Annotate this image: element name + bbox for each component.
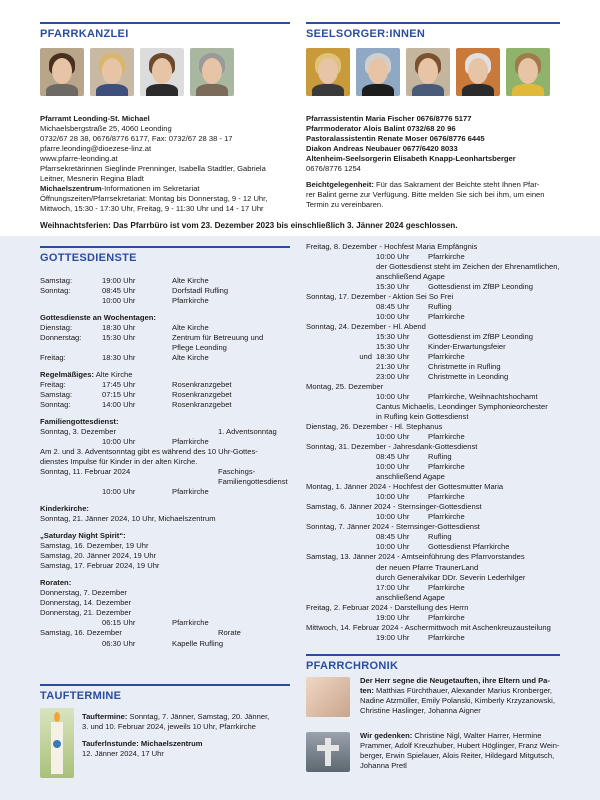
feast-pre [306,342,376,352]
schedule-time: 10:00 Uhr [102,487,136,497]
schedule-time: 10:00 Uhr [102,437,136,447]
contact-line: Altenheim-Seelsorgerin Elisabeth Knapp-Leonhartsberger [306,154,516,164]
beichte-info: rer Balint gerne zur Verfügung. Bitte melden Sie sich bei ihm, um einen [306,190,545,200]
schedule-row [40,467,290,487]
section-title: „Saturday Night Spirit“: [40,531,126,541]
gedenken-text [360,731,580,771]
feast-place: Pfarrkirche [428,512,465,522]
feast-place: Pfarrkirche [428,462,465,472]
feast-time: 15:30 Uhr [376,332,410,342]
pastor-photo [456,48,500,96]
feast-heading: Sonntag, 24. Dezember - Hl. Abend [306,322,426,332]
gedenken-line: Prammer, Adolf Kreuzhuber, Hubert Höglinger, Franz Wein- [360,741,560,751]
schedule-place: Rosenkranzgebet [172,400,232,410]
schedule-day: Donnerstag: [40,333,82,343]
contact-line: Pastoralassistentin Renate Moser 0676/8776 6445 [306,134,485,144]
address: Michaelsbergstraße 25, 4060 Leonding [40,124,172,134]
feast-pre [306,362,376,372]
staff-photo [90,48,134,96]
feast-pre [306,372,376,382]
taufen-line: ten: Matthias Fürchthauer, Alexander Marius Kronberger, [360,686,553,696]
phone: 0732/67 28 38, 0676/8776 6177, Fax: 0732/67 28 38 - 17 [40,134,233,144]
feast-note: anschließend Agape [376,592,445,602]
feast-heading: Sonntag, 7. Jänner 2024 - Sternsinger-Gottesdienst [306,522,480,532]
contact-line: Pfarrassistentin Maria Fischer 0676/8776 5177 [306,114,472,123]
feast-heading: Freitag, 8. Dezember - Hochfest Maria Empfängnis [306,242,478,251]
schedule-row [40,333,290,343]
feast-place: Rufling [428,452,452,462]
feast-heading: Freitag, 2. Februar 2024 - Darstellung des Herrn [306,602,469,612]
feast-pre [306,282,376,292]
feast-place: Pfarrkirche [428,312,465,322]
schedule-place: Rorate [218,628,241,638]
schedule-time: 07:15 Uhr [102,390,136,400]
schedule-row [40,276,290,286]
schedule-place: Alte Kirche [172,323,209,333]
gedenken-line: Johanna Pretl [360,761,407,771]
feast-place: Pfarrkirche [428,632,465,642]
website-link[interactable]: www.pfarre-leonding.at [40,154,118,164]
feast-time: 10:00 Uhr [376,512,410,522]
feast-row [306,392,576,402]
schedule-row [40,628,290,638]
pfarrkanzlei-photos [40,48,234,96]
schedule-place: Zentrum für Betreuung und [172,333,264,343]
schedule-place: Faschings-Familiengottesdienst [218,467,288,487]
feast-heading: Dienstag, 26. Dezember - Hl. Stephanus [306,422,443,432]
feast-pre [306,613,376,623]
schedule-day: Freitag: [40,353,66,363]
feast-row [306,542,576,552]
schedule-place: Kapelle Rufling [172,638,224,648]
feast-time: 15:30 Uhr [376,282,410,292]
feast-row [306,282,576,292]
schedule-place: Pfarrkirche [172,487,209,497]
pfarrkanzlei-heading: PFARRKANZLEI [40,22,290,42]
tauferlnstunde-title: Tauferlnstunde: Michaelszentrum [82,739,203,749]
feast-row [306,332,576,342]
feast-row [306,362,576,372]
feast-heading: Mittwoch, 14. Februar 2024 - Aschermittwoch mit Aschenkreuzausteilung [306,622,551,632]
feast-heading: Montag, 1. Jänner 2024 - Hochfest der Gottesmutter Maria [306,482,504,492]
memorial-photo [306,732,350,772]
section-title: Roraten: [40,578,72,588]
cross-icon [306,732,350,772]
feast-row [306,252,576,262]
feast-place: Pfarrkirche [428,492,465,502]
schedule-time: 15:30 Uhr [102,333,136,343]
feast-row [306,352,576,362]
feast-pre: und [359,352,372,362]
beichte-info: Termin zu vereinbaren. [306,200,384,210]
schedule-place: 1. Adventsonntag [218,427,277,437]
feast-time: 21:30 Uhr [376,362,410,372]
staff-photo [40,48,84,96]
gottesdienste-heading: GOTTESDIENSTE [40,246,290,266]
contact-line: Pfarrmoderator Alois Balint 0732/68 20 96 [306,124,456,134]
baptism-photo [306,677,350,717]
feast-heading: Samstag, 6. Jänner 2024 - Sternsinger-Gottesdienst [306,502,482,512]
seelsorger-text [306,114,566,210]
spacer [40,410,290,417]
schedule-time [102,343,172,353]
feast-row [306,613,576,623]
note-line: Am 2. und 3. Adventsonntag gibt es während des 10 Uhr-Gottes- [40,447,258,457]
feast-place: Gottesdienst im ZfBP Leonding [428,332,533,342]
schedule-time [172,628,218,638]
schedule-time: 18:30 Uhr [102,353,136,363]
section-title: Familiengottesdienst: [40,417,119,427]
feast-time: 17:00 Uhr [376,582,410,592]
email-link[interactable]: pfarre.leonding@dioezese-linz.at [40,144,152,154]
feast-note: anschließend Agape [376,472,445,482]
pfarrchronik-heading: PFARRCHRONIK [306,654,560,674]
feast-pre [306,432,376,442]
schedule-row [40,343,290,353]
holiday-notice: Weihnachtsferien: Das Pfarrbüro ist vom 23. Dezember 2023 bis einschließlich 3. Jänner 2024 geschlossen. [40,221,458,230]
feast-row [306,432,576,442]
schedule-day: Samstag, 16. Dezember [40,628,122,638]
feast-time: 10:00 Uhr [376,252,410,262]
staff-photo [140,48,184,96]
schedule-day: Dienstag: [40,323,73,333]
feast-place: Kinder-Erwartungsfeier [428,342,506,352]
section-title: Gottesdienste an Wochentagen: [40,313,156,323]
feast-note: in Rufling kein Gottesdienst [376,412,469,422]
feast-row [306,492,576,502]
schedule-day: Sonntag, 11. Februar 2024 [40,467,131,477]
schedule-place: Alte Kirche [172,353,209,363]
schedule-time: 19:00 Uhr [102,276,136,285]
schedule-day: Sonntag: [40,400,71,410]
taufen-line: Nadine Atzmüller, Emily Polanski, Kimberly Krzyzanowski, [360,696,555,706]
feast-pre [306,332,376,342]
contact-line: Diakon Andreas Neubauer 0677/6420 8033 [306,144,458,154]
feast-heading: Samstag, 13. Jänner 2024 - Amtseinführung des Pfarrvorstandes [306,552,525,562]
feast-place: Pfarrkirche, Weihnachtshochamt [428,392,538,402]
schedule-row [40,380,290,390]
tauftermine-heading: TAUFTERMINE [40,684,290,704]
seelsorger-photos [306,48,550,96]
opening-hours: Mittwoch, 15:30 - 17:30 Uhr, Freitag, 9 - 11:30 Uhr und 14 - 17 Uhr [40,204,264,214]
schedule-place: Pflege Leonding [172,343,227,353]
note-line: dienstes Impulse für Kinder in der alten Kirche. [40,457,198,467]
schedule-day [40,639,102,649]
schedule-row [40,323,290,333]
feast-time: 10:00 Uhr [376,492,410,502]
feast-place: Gottesdienst im ZfBP Leonding [428,282,533,292]
feast-heading: Montag, 25. Dezember [306,382,384,392]
section-title: Kinderkirche: [40,504,89,514]
schedule-day [40,618,102,628]
tauftermine-text [82,712,292,759]
parish-office-name: Pfarramt Leonding-St. Michael [40,114,150,123]
feast-row [306,512,576,522]
spacer [40,363,290,370]
schedule-row [40,639,290,649]
schedule-day [40,343,102,353]
feast-time: 23:00 Uhr [376,372,410,382]
pastor-photo [306,48,350,96]
feast-place: Pfarrkirche [428,612,465,622]
feast-row [306,633,576,643]
feast-time: 08:45 Uhr [376,532,410,542]
feast-pre [306,252,376,262]
feast-place: Pfarrkirche [428,432,465,442]
rorate-date: Donnerstag, 7. Dezember [40,588,127,598]
section-title-bold: Regelmäßiges: [40,370,95,380]
spacer [40,571,290,578]
taufen-line: Christine Haslinger, Johanna Aigner [360,706,481,716]
feast-place: Rufling [428,532,452,542]
schedule-time: 14:00 Uhr [102,400,136,410]
section-title-rest: Alte Kirche [94,370,133,380]
feast-pre [306,462,376,472]
feast-pre [306,512,376,522]
feast-pre [306,302,376,312]
contact-line: 0676/8776 1254 [306,164,361,174]
feast-time: 15:30 Uhr [376,342,410,352]
feast-pre [306,583,376,593]
pastor-photo [406,48,450,96]
schedule-row [40,427,290,437]
feast-pre [306,492,376,502]
feast-pre [306,542,376,552]
candle-icon [40,708,74,778]
feast-pre [306,392,376,402]
gottesdienste-list [40,276,290,649]
feast-pre [306,633,376,643]
seelsorger-heading: SEELSORGER:INNEN [306,22,560,42]
sns-date: Samstag, 17. Februar 2024, 19 Uhr [40,561,160,571]
feast-heading: Sonntag, 31. Dezember - Jahresdank-Gottesdienst [306,442,478,452]
feast-row [306,372,576,382]
schedule-time [172,467,218,487]
schedule-day: Freitag: [40,380,66,390]
feast-note: durch Generalvikar DDr. Severin Lederhilger [376,572,526,582]
schedule-day [40,296,102,306]
note-line: Sonntag, 21. Jänner 2024, 10 Uhr, Michaelszentrum [40,514,216,524]
staff-line: Pfarrsekretärinnen Sieglinde Prenninger, Isabella Stadtler, Gabriela [40,164,266,174]
schedule-time: 10:00 Uhr [102,296,136,306]
feast-place: Christmette in Rufling [428,362,501,372]
schedule-day: Sonntag: [40,286,71,296]
pastor-photo [506,48,550,96]
schedule-row [40,618,290,628]
schedule-row [40,487,290,497]
taufen-text [360,676,580,716]
schedule-place: Rosenkranzgebet [172,390,232,400]
feast-row [306,302,576,312]
feast-pre [306,312,376,322]
feast-place: Rufling [428,302,452,312]
spacer [40,497,290,504]
tauftermine-line: Tauftermine: Sonntag, 7. Jänner, Samstag, 20. Jänner, [82,712,270,721]
staff-photo [190,48,234,96]
sns-date: Samstag, 16. Dezember, 19 Uhr [40,541,149,551]
schedule-place: Alte Kirche [172,276,209,285]
schedule-place: Pfarrkirche [172,618,209,628]
schedule-place: Pfarrkirche [172,437,209,447]
feast-row [306,532,576,542]
sns-date: Samstag, 20. Jänner 2024, 19 Uhr [40,551,157,561]
spacer [40,306,290,313]
section-title [40,370,290,380]
schedule-row [40,353,290,363]
feast-row [306,342,576,352]
schedule-row [40,286,290,296]
schedule-row [40,296,290,306]
feast-place: Pfarrkirche [428,352,465,362]
feast-time: 08:45 Uhr [376,452,410,462]
schedule-place: Dorfstadl Rufling [172,286,229,296]
feast-row [306,452,576,462]
schedule-row [40,400,290,410]
feast-note: der Gottesdienst steht im Zeichen der Ehrenamtlichen, [376,262,560,272]
gedenken-line: berger, Erwin Spielauer, Alois Reiter, Hildegard Mitgutsch, [360,751,555,761]
feast-row [306,462,576,472]
schedule-day [40,487,102,497]
spacer [40,524,290,531]
pastor-photo [356,48,400,96]
feast-note: Cantus Michaelis, Leondinger Symphonieorchester [376,402,548,412]
schedule-day: Sonntag, 3. Dezember [40,427,116,437]
beichte-info: Beichtgelegenheit: Für das Sakrament der Beichte steht Ihnen Pfar- [306,180,540,190]
feste-list [306,242,576,643]
feast-time: 10:00 Uhr [376,392,410,402]
feast-time: 10:00 Uhr [376,542,410,552]
feast-note: der neuen Pfarre TraunerLand [376,562,479,572]
feast-time: 19:00 Uhr [376,632,410,642]
schedule-time: 08:45 Uhr [102,286,136,296]
opening-hours: Öffnungszeiten/Pfarrsekretariat: Montag bis Donnerstag, 9 - 12 Uhr, [40,194,268,204]
feast-time: 10:00 Uhr [376,312,410,322]
feast-row [306,583,576,593]
schedule-place: Rosenkranzgebet [172,380,232,390]
tauftermine-line: 3. und 10. Februar 2024, jeweils 10 Uhr, Pfarrkirche [82,722,256,732]
feast-time: 08:45 Uhr [376,302,410,312]
feast-row [306,312,576,322]
rorate-date: Donnerstag, 21. Dezember [40,608,132,618]
tauferlnstunde-date: 12. Jänner 2024, 17 Uhr [82,749,164,759]
schedule-day: Samstag: [40,390,73,400]
schedule-day: Samstag: [40,276,73,285]
schedule-time: 06:15 Uhr [102,618,136,628]
feast-place: Pfarrkirche [428,252,465,262]
feast-pre [306,532,376,542]
schedule-row [40,437,290,447]
feast-place: Pfarrkirche [428,582,465,592]
feast-time: 10:00 Uhr [376,462,410,472]
michaelszentrum-info: Michaelszentrum-Informationen im Sekretariat [40,184,200,194]
schedule-time [172,427,218,437]
feast-place: Christmette in Leonding [428,372,509,382]
feast-heading: Sonntag, 17. Dezember - Aktion Sei So Frei [306,292,454,302]
rorate-date: Donnerstag, 14. Dezember [40,598,132,608]
feast-pre [306,452,376,462]
feast-place: Gottesdienst Pfarrkirche [428,542,510,552]
schedule-day [40,437,102,447]
schedule-time: 18:30 Uhr [102,323,136,333]
schedule-place: Pfarrkirche [172,296,209,306]
staff-line: Leitner, Mesnerin Regina Bladt [40,174,144,184]
schedule-time: 17:45 Uhr [102,380,136,390]
feast-note: anschließend Agape [376,272,445,282]
feast-time: 19:00 Uhr [376,612,410,622]
taufen-line: Der Herr segne die Neugetauften, ihre Eltern und Pa- [360,676,550,685]
feast-time: 10:00 Uhr [376,432,410,442]
schedule-time: 06:30 Uhr [102,638,136,648]
schedule-row [40,390,290,400]
baptism-candle-image [40,708,74,778]
feast-time: 18:30 Uhr [376,352,410,362]
pfarrkanzlei-text [40,114,290,214]
gedenken-line: Wir gedenken: Christine Nigl, Walter Harrer, Hermine [360,731,542,740]
